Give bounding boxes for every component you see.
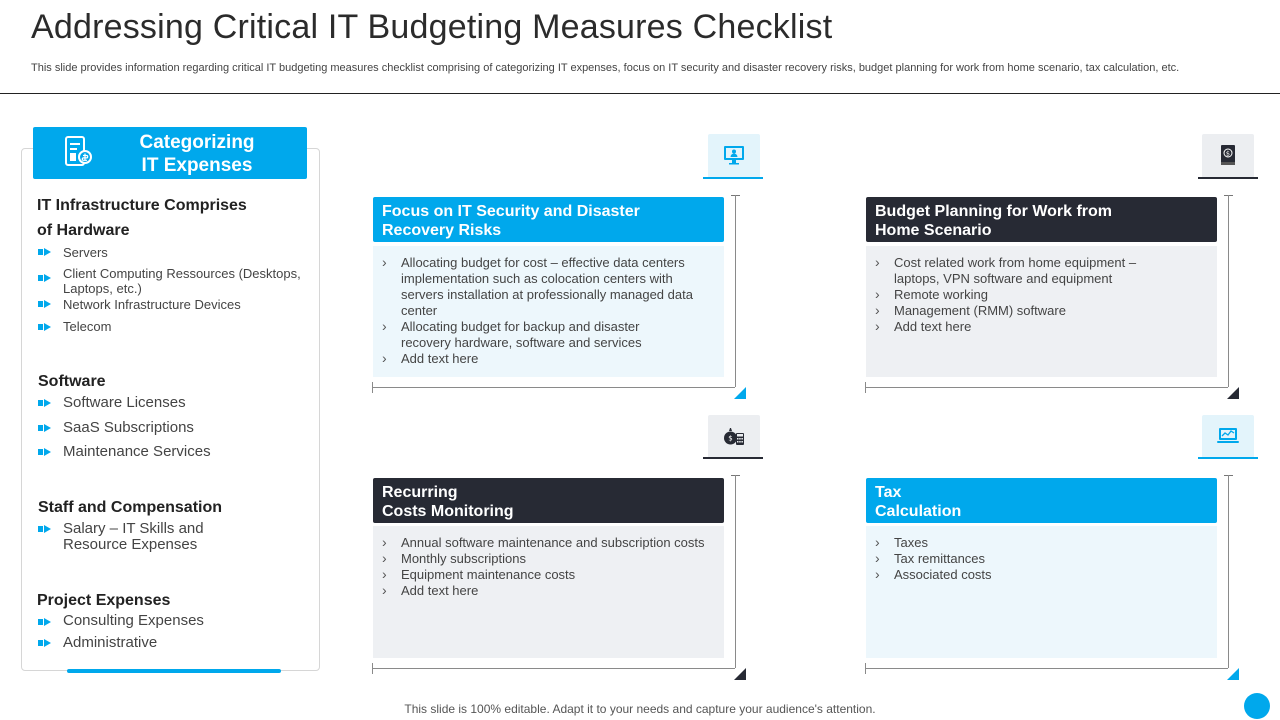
list-item: › Tax remittances xyxy=(875,551,1217,567)
left-header-line2: IT Expenses xyxy=(141,155,253,176)
bullet-arrow-icon xyxy=(38,274,52,282)
bullet-arrow-icon xyxy=(38,639,52,647)
expense-document-icon xyxy=(63,135,93,169)
list-item: › Remote working xyxy=(875,287,1217,303)
left-panel-header xyxy=(33,127,307,179)
left-header-line1: Categorizing xyxy=(139,132,255,153)
card-1-header: Focus on IT Security and Disaster Recovery Risks xyxy=(373,197,724,242)
list-item: Client Computing Ressources (Desktops, Laptops, etc.) xyxy=(63,266,301,296)
list-item: › Allocating budget for backup and disaster recovery hardware, software and services xyxy=(382,319,682,351)
corner-dot xyxy=(1244,693,1270,719)
bullet-arrow-icon xyxy=(38,323,52,331)
title-divider xyxy=(0,93,1280,94)
list-item: Network Infrastructure Devices xyxy=(63,297,241,312)
card-2-icon-box xyxy=(1202,134,1254,178)
list-item: › Cost related work from home equipment – laptops, VPN software and equipment xyxy=(875,255,1175,287)
list-item: Administrative xyxy=(63,634,158,651)
card-1-icon-underline xyxy=(703,177,763,179)
bullet-arrow-icon xyxy=(38,448,52,456)
card-2-icon-underline xyxy=(1198,177,1258,179)
list-item: Servers xyxy=(63,245,108,260)
card-1-body xyxy=(373,246,724,377)
page-subtitle: This slide provides information regarding critical IT budgeting measures checklist comprising of categorizing IT expenses, focus on IT security and disaster recovery risks, budget planning for work from home scenario, tax calculation, etc. xyxy=(31,62,1180,74)
list-item: › Management (RMM) software xyxy=(875,303,1217,319)
list-item: › Add text here xyxy=(382,583,724,599)
card-1-icon-box xyxy=(708,134,760,178)
list-item: Salary – IT Skills and Resource Expenses xyxy=(63,520,204,553)
page-title: Addressing Critical IT Budgeting Measures Checklist xyxy=(31,8,833,46)
bullet-arrow-icon xyxy=(38,424,52,432)
list-item: Software Licenses xyxy=(63,394,186,411)
card-3-baseline xyxy=(373,668,735,669)
section-heading-software: Software xyxy=(38,373,106,390)
card-4-icon-underline xyxy=(1198,457,1258,459)
bullet-arrow-icon xyxy=(38,525,52,533)
card-4-corner xyxy=(1227,668,1239,680)
card-1-baseline xyxy=(373,387,735,388)
card-3-icon-box xyxy=(708,415,760,459)
card-3-icon-underline xyxy=(703,457,763,459)
list-item: › Add text here xyxy=(382,351,724,367)
card-4-baseline xyxy=(866,668,1228,669)
card-3-corner xyxy=(734,668,746,680)
card-4-vline xyxy=(1228,475,1229,668)
list-item: Consulting Expenses xyxy=(63,612,204,629)
laptop-chart-icon xyxy=(1216,424,1240,448)
card-2-header: Budget Planning for Work from Home Scenario xyxy=(866,197,1217,242)
section-heading-staff: Staff and Compensation xyxy=(38,499,223,516)
dollar-book-icon xyxy=(1216,143,1240,167)
card-4-icon-box xyxy=(1202,415,1254,459)
list-item: › Equipment maintenance costs xyxy=(382,567,724,583)
monitor-user-icon xyxy=(722,143,746,167)
footer-note: This slide is 100% editable. Adapt it to your needs and capture your audience's attention. xyxy=(404,702,876,716)
card-2-body xyxy=(866,246,1217,377)
card-4-body xyxy=(866,526,1217,658)
card-3-vline xyxy=(735,475,736,668)
left-panel-bottom-bar xyxy=(67,669,281,673)
card-1-vline xyxy=(735,195,736,387)
card-3-header: Recurring Costs Monitoring xyxy=(373,478,724,523)
svg-text:$: $ xyxy=(1225,149,1231,158)
section-heading-project: Project Expenses xyxy=(37,592,171,609)
list-item: › Add text here xyxy=(875,319,1217,335)
card-1-corner xyxy=(734,387,746,399)
bullet-arrow-icon xyxy=(38,399,52,407)
card-4-header: Tax Calculation xyxy=(866,478,1217,523)
list-item: Maintenance Services xyxy=(63,443,211,460)
card-2-baseline xyxy=(866,387,1228,388)
bullet-arrow-icon xyxy=(38,618,52,626)
list-item: › Allocating budget for cost – effective data centers implementation such as colocation centers with servers installation at professionally managed data center xyxy=(382,255,712,319)
card-3-body xyxy=(373,526,724,658)
svg-text:$: $ xyxy=(728,434,733,443)
list-item: Telecom xyxy=(63,319,112,334)
list-item: › Annual software maintenance and subscription costs xyxy=(382,535,724,551)
bullet-arrow-icon xyxy=(38,248,52,256)
section-heading-hardware: IT Infrastructure Comprises of Hardware xyxy=(37,197,247,239)
list-item: › Taxes xyxy=(875,535,1217,551)
list-item: › Associated costs xyxy=(875,567,1217,583)
list-item: SaaS Subscriptions xyxy=(63,419,194,436)
card-2-vline xyxy=(1228,195,1229,387)
bullet-arrow-icon xyxy=(38,300,52,308)
money-bag-calculator-icon xyxy=(722,424,746,448)
card-2-corner xyxy=(1227,387,1239,399)
list-item: › Monthly subscriptions xyxy=(382,551,724,567)
